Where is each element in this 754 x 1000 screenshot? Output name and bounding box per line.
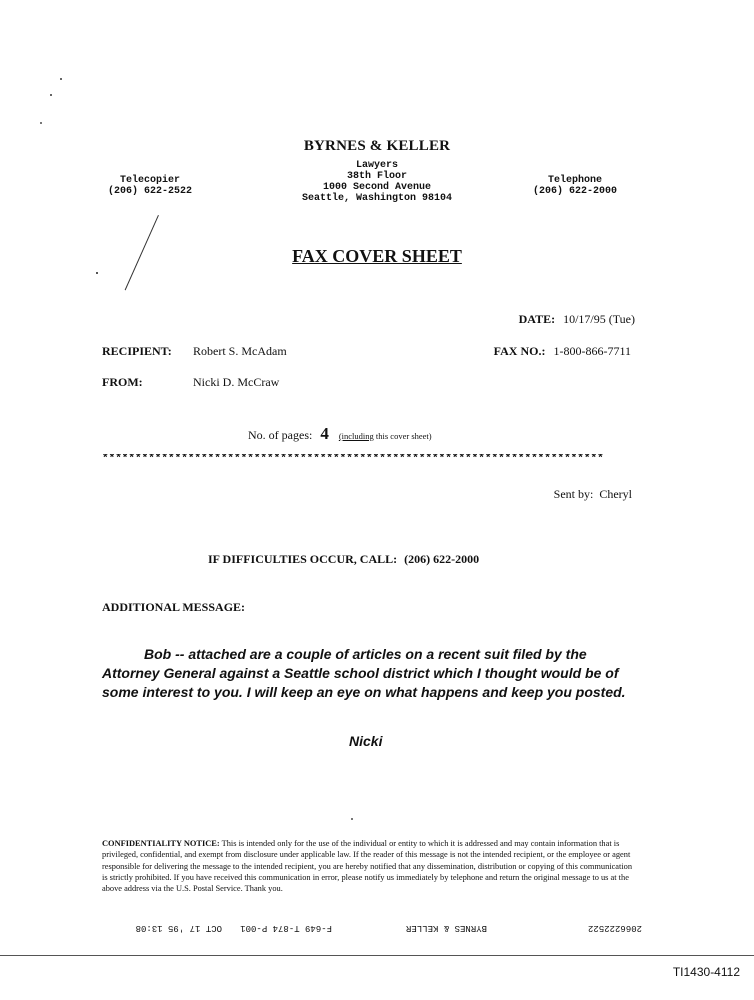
sent-by-label: Sent by: bbox=[553, 487, 594, 501]
firm-floor: 38th Floor bbox=[346, 171, 407, 182]
message-body: Bob -- attached are a couple of articles on a recent suit filed by the Attorney General against a Seattle school district which I thought would be of some interest to you. I will keep an eye on what happens and keep you posted. bbox=[102, 646, 626, 700]
page-title: FAX COVER SHEET bbox=[292, 246, 462, 266]
confidentiality-notice bbox=[102, 838, 634, 894]
scan-speck bbox=[50, 94, 52, 96]
scan-speck bbox=[40, 122, 42, 124]
telecopier-number: (206) 622-2522 bbox=[107, 186, 192, 197]
from-value: Nicki D. McCraw bbox=[193, 375, 280, 389]
page-count-note: this cover sheet) bbox=[373, 431, 432, 441]
handwritten-slash-mark bbox=[125, 215, 159, 290]
sent-by-value: Cheryl bbox=[599, 487, 632, 501]
telecopier-label: Telecopier bbox=[119, 175, 180, 186]
footer-number: 2066222522 bbox=[587, 923, 642, 933]
footer-time: OCT 17 '95 13:08 bbox=[135, 923, 222, 933]
fax-number-value: 1-800-866-7711 bbox=[553, 344, 631, 358]
scan-speck bbox=[60, 78, 62, 80]
scan-speck bbox=[96, 272, 98, 274]
firm-name: BYRNES & KELLER bbox=[303, 138, 451, 154]
page-count-value: 4 bbox=[320, 424, 329, 443]
firm-street: 1000 Second Avenue bbox=[322, 182, 432, 193]
firm-profession: Lawyers bbox=[355, 160, 398, 171]
date-label: DATE: bbox=[518, 312, 556, 326]
date-field bbox=[470, 310, 635, 328]
telephone-label: Telephone bbox=[547, 175, 602, 186]
difficulties-label: IF DIFFICULTIES OCCUR, CALL: bbox=[208, 552, 398, 566]
difficulties-line bbox=[208, 552, 479, 567]
recipient-value: Robert S. McAdam bbox=[193, 344, 287, 358]
footer-sender: BYRNES & KELLER bbox=[405, 923, 487, 933]
footer-code: F-649 T-874 P-001 bbox=[240, 923, 332, 933]
firm-city: Seattle, Washington 98104 bbox=[301, 193, 453, 204]
confidentiality-text: This is intended only for the use of the individual or entity to which it is addressed and may contain information that is privileged, confidential, and exempt from disclosure under applicable law. If the reader of this message is not the intended recipient, or the employee or agent responsible for delivering the message to the intended recipient, you are hereby notified that any dissemination, distribution or copying of this communication is strictly prohibited. If you have received this communication in error, please notify us immediately by telephone and return the original message to us at the above address via the U.S. Postal Service. Thank you. bbox=[102, 839, 633, 894]
asterisk-divider: **************************************************************************** bbox=[102, 454, 604, 465]
additional-message-label: ADDITIONAL MESSAGE: bbox=[102, 600, 246, 614]
bottom-divider bbox=[0, 955, 754, 956]
page-count-line bbox=[248, 424, 432, 444]
difficulties-number: (206) 622-2000 bbox=[404, 552, 480, 566]
signature: Nicki bbox=[349, 733, 383, 749]
telephone-number: (206) 622-2000 bbox=[532, 186, 617, 197]
sent-by-field bbox=[470, 487, 632, 502]
fax-number-label: FAX NO.: bbox=[493, 344, 546, 358]
from-label: FROM: bbox=[102, 375, 143, 389]
date-value: 10/17/95 (Tue) bbox=[563, 312, 635, 326]
document-id: TI1430-4112 bbox=[672, 965, 740, 979]
page-count-label: No. of pages: bbox=[248, 428, 313, 442]
recipient-label: RECIPIENT: bbox=[102, 344, 172, 358]
page-count-note-underlined: (including bbox=[338, 431, 374, 441]
confidentiality-label: CONFIDENTIALITY NOTICE: bbox=[102, 839, 220, 848]
scan-speck bbox=[351, 818, 353, 820]
fax-number-field bbox=[440, 342, 631, 360]
